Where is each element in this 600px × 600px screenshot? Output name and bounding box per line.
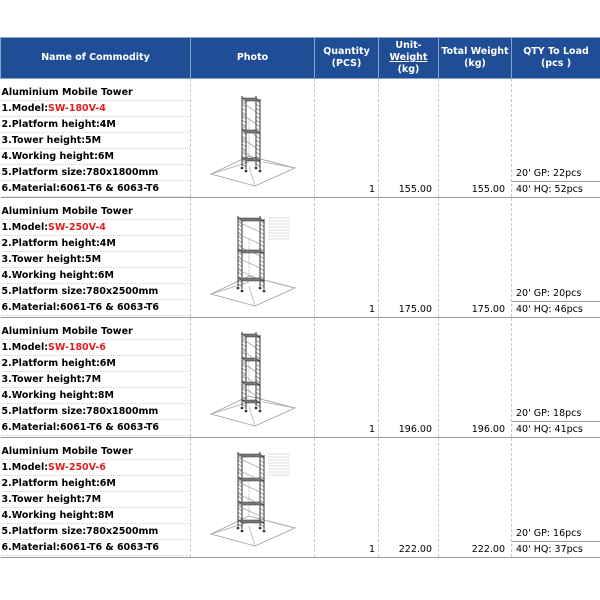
spec-line: 2.Platform height:4M (1, 236, 191, 252)
spec-line: 6.Material:6061-T6 & 6063-T6 (1, 420, 191, 436)
commodity-photo (191, 438, 315, 558)
spec-line: 4.Working height:8M (1, 508, 191, 524)
qty-to-load-cell (512, 438, 600, 558)
unit-weight-cell: 155.00 (379, 79, 439, 198)
table-row (1, 438, 600, 558)
spec-line: 2.Platform height:4M (1, 117, 191, 133)
spec-line: 2.Platform height:6M (1, 476, 191, 492)
total-weight-cell: 155.00 (439, 79, 512, 198)
header-qty-to-load: QTY To Load (pcs ) (512, 38, 600, 79)
load-40hq: 40' HQ: 46pcs (512, 301, 600, 317)
spec-line: 2.Platform height:6M (1, 356, 191, 372)
commodity-table (0, 37, 600, 558)
commodity-model: 1.Model:SW-250V-4 (1, 220, 191, 236)
commodity-title: Aluminium Mobile Tower (1, 324, 191, 340)
commodity-photo (191, 318, 315, 438)
scaffold-tower-7m-icon (205, 328, 301, 428)
spec-line: 5.Platform size:780x1800mm (1, 404, 191, 420)
header-photo: Photo (191, 38, 315, 79)
header-row (1, 38, 600, 79)
unit-weight-cell: 175.00 (379, 198, 439, 318)
commodity-model: 1.Model:SW-180V-4 (1, 101, 191, 117)
total-weight-cell: 196.00 (439, 318, 512, 438)
total-weight-cell: 222.00 (439, 438, 512, 558)
qty-to-load-cell (512, 318, 600, 438)
commodity-model: 1.Model:SW-250V-6 (1, 460, 191, 476)
header-unit-weight: Unit- Weight (kg) (379, 38, 439, 79)
qty-to-load-cell (512, 198, 600, 318)
spec-line: 4.Working height:6M (1, 268, 191, 284)
load-40hq: 40' HQ: 37pcs (512, 541, 600, 557)
unit-weight-cell: 196.00 (379, 318, 439, 438)
commodity-title: Aluminium Mobile Tower (1, 204, 191, 220)
spec-line: 3.Tower height:5M (1, 252, 191, 268)
scaffold-tower-5m-wide-icon (205, 208, 301, 308)
table-row (1, 79, 600, 198)
quantity-cell: 1 (315, 79, 379, 198)
load-20gp: 20' GP: 18pcs (516, 408, 582, 419)
header-total-weight: Total Weight (kg) (439, 38, 512, 79)
commodity-description (1, 318, 191, 438)
spec-line: 3.Tower height:5M (1, 133, 191, 149)
commodity-description (1, 198, 191, 318)
spec-line: 3.Tower height:7M (1, 372, 191, 388)
quantity-cell: 1 (315, 438, 379, 558)
commodity-model: 1.Model:SW-180V-6 (1, 340, 191, 356)
total-weight-cell: 175.00 (439, 198, 512, 318)
spec-line: 4.Working height:6M (1, 149, 191, 165)
commodity-title: Aluminium Mobile Tower (1, 85, 191, 101)
spec-line: 6.Material:6061-T6 & 6063-T6 (1, 300, 191, 316)
commodity-description (1, 438, 191, 558)
load-20gp: 20' GP: 20pcs (516, 288, 582, 299)
qty-to-load-cell (512, 79, 600, 198)
quantity-cell: 1 (315, 198, 379, 318)
table-row (1, 318, 600, 438)
load-40hq: 40' HQ: 41pcs (512, 421, 600, 437)
unit-weight-cell: 222.00 (379, 438, 439, 558)
load-20gp: 20' GP: 22pcs (516, 168, 582, 179)
commodity-description (1, 79, 191, 198)
spec-line: 6.Material:6061-T6 & 6063-T6 (1, 540, 191, 556)
header-name: Name of Commodity (1, 38, 191, 79)
spec-line: 5.Platform size:780x2500mm (1, 524, 191, 540)
quantity-cell: 1 (315, 318, 379, 438)
commodity-photo (191, 79, 315, 198)
spec-line: 3.Tower height:7M (1, 492, 191, 508)
spec-line: 5.Platform size:780x2500mm (1, 284, 191, 300)
commodity-photo (191, 198, 315, 318)
scaffold-tower-7m-wide-icon (205, 448, 301, 548)
table-row (1, 198, 600, 318)
load-40hq: 40' HQ: 52pcs (512, 181, 600, 197)
spec-line: 5.Platform size:780x1800mm (1, 165, 191, 181)
scaffold-tower-5m-icon (205, 88, 301, 188)
header-quantity: Quantity (PCS) (315, 38, 379, 79)
commodity-title: Aluminium Mobile Tower (1, 444, 191, 460)
spec-line: 6.Material:6061-T6 & 6063-T6 (1, 181, 191, 197)
commodity-sheet (0, 37, 600, 558)
load-20gp: 20' GP: 16pcs (516, 528, 582, 539)
spec-line: 4.Working height:8M (1, 388, 191, 404)
